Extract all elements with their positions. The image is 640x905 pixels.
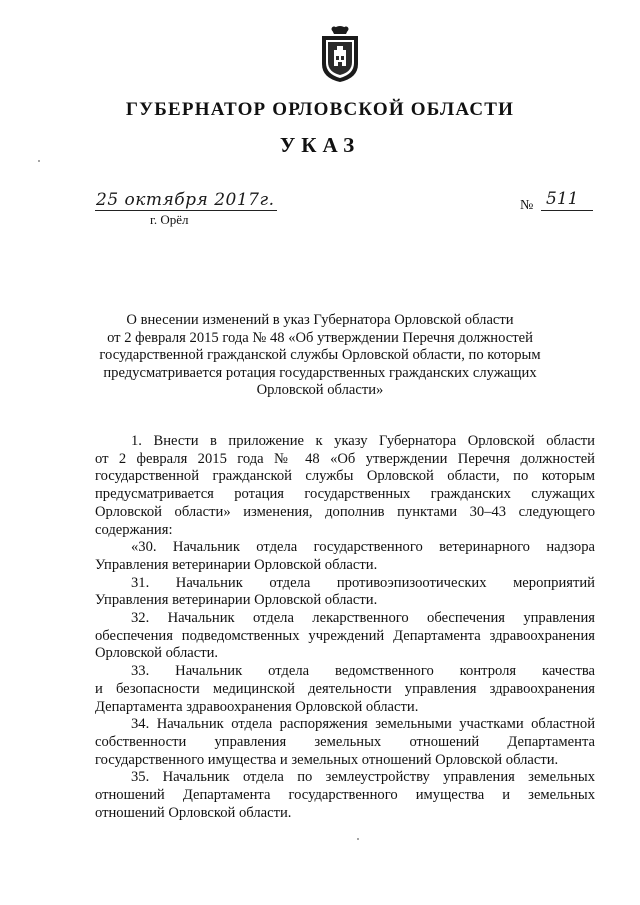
body-line: государственной гражданской службы Орловской области, по которым — [95, 468, 595, 485]
body-line: Управления ветеринарии Орловской области. — [95, 556, 378, 573]
body-line: «30. Начальник отдела государственного ветеринарного надзора — [131, 539, 595, 556]
coat-of-arms-icon — [318, 24, 362, 84]
body-line: Департамента здравоохранения Орловской области. — [95, 698, 419, 715]
body-line: 35. Начальник отдела по землеустройству управления земельных — [131, 769, 595, 786]
body-line: Орловской области» изменения, дополнив пунктами 30–43 следующего — [95, 503, 595, 520]
body-line: 1. Внести в приложение к указу Губернатора Орловской области — [131, 433, 595, 449]
body-line: от 2 февраля 2015 года № 48 «Об утверждении Перечня должностей — [95, 450, 595, 467]
body-line: и безопасности медицинской деятельности управления здравоохранения — [95, 680, 595, 697]
subject-line: государственной гражданской службы Орловской области, по которым — [99, 347, 541, 364]
body-line: собственности управления земельных отношений Департамента — [95, 733, 595, 750]
handwritten-date: 25 октября 2017г. — [96, 190, 275, 210]
subject-line: предусматривается ротация государственных гражданских служащих — [103, 364, 537, 381]
authority-title: ГУБЕРНАТОР ОРЛОВСКОЙ ОБЛАСТИ — [125, 99, 515, 120]
body-line: отношений Орловской области. — [95, 804, 292, 821]
document-type: УКАЗ — [279, 133, 361, 157]
body-text — [95, 433, 595, 822]
number-sign: № — [520, 198, 534, 213]
subject-line: от 2 февраля 2015 года № 48 «Об утверждении Перечня должностей — [107, 329, 533, 346]
body-line: Управления ветеринарии Орловской области. — [95, 592, 378, 609]
scan-speck — [357, 838, 359, 840]
body-line: Орловской области. — [95, 645, 219, 662]
body-line: государственного имущества и земельных отношений Орловской области. — [95, 751, 559, 768]
body-line: содержания: — [95, 521, 173, 538]
scan-speck — [38, 160, 40, 162]
body-line: 34. Начальник отдела распоряжения земельными участками областной — [131, 716, 595, 733]
subject-line: О внесении изменений в указ Губернатора Орловской области — [126, 312, 514, 328]
body-line: 31. Начальник отдела противоэпизоотических мероприятий — [131, 574, 595, 591]
body-line: предусматривается ротация государственных гражданских служащих — [95, 486, 595, 503]
date-underline — [95, 210, 277, 211]
handwritten-number: 511 — [546, 189, 579, 209]
subject-block — [80, 312, 560, 400]
body-line: 32. Начальник отдела лекарственного обеспечения управления — [131, 610, 595, 627]
city-label: г. Орёл — [150, 212, 189, 227]
body-line: 33. Начальник отдела ведомственного контроля качества — [131, 663, 595, 680]
number-underline — [541, 210, 593, 211]
subject-line: Орловской области» — [256, 382, 384, 399]
body-line: обеспечения подведомственных учреждений Департамента здравоохранения — [95, 627, 595, 644]
body-line: отношений Департамента государственного имущества и земельных — [95, 787, 595, 804]
